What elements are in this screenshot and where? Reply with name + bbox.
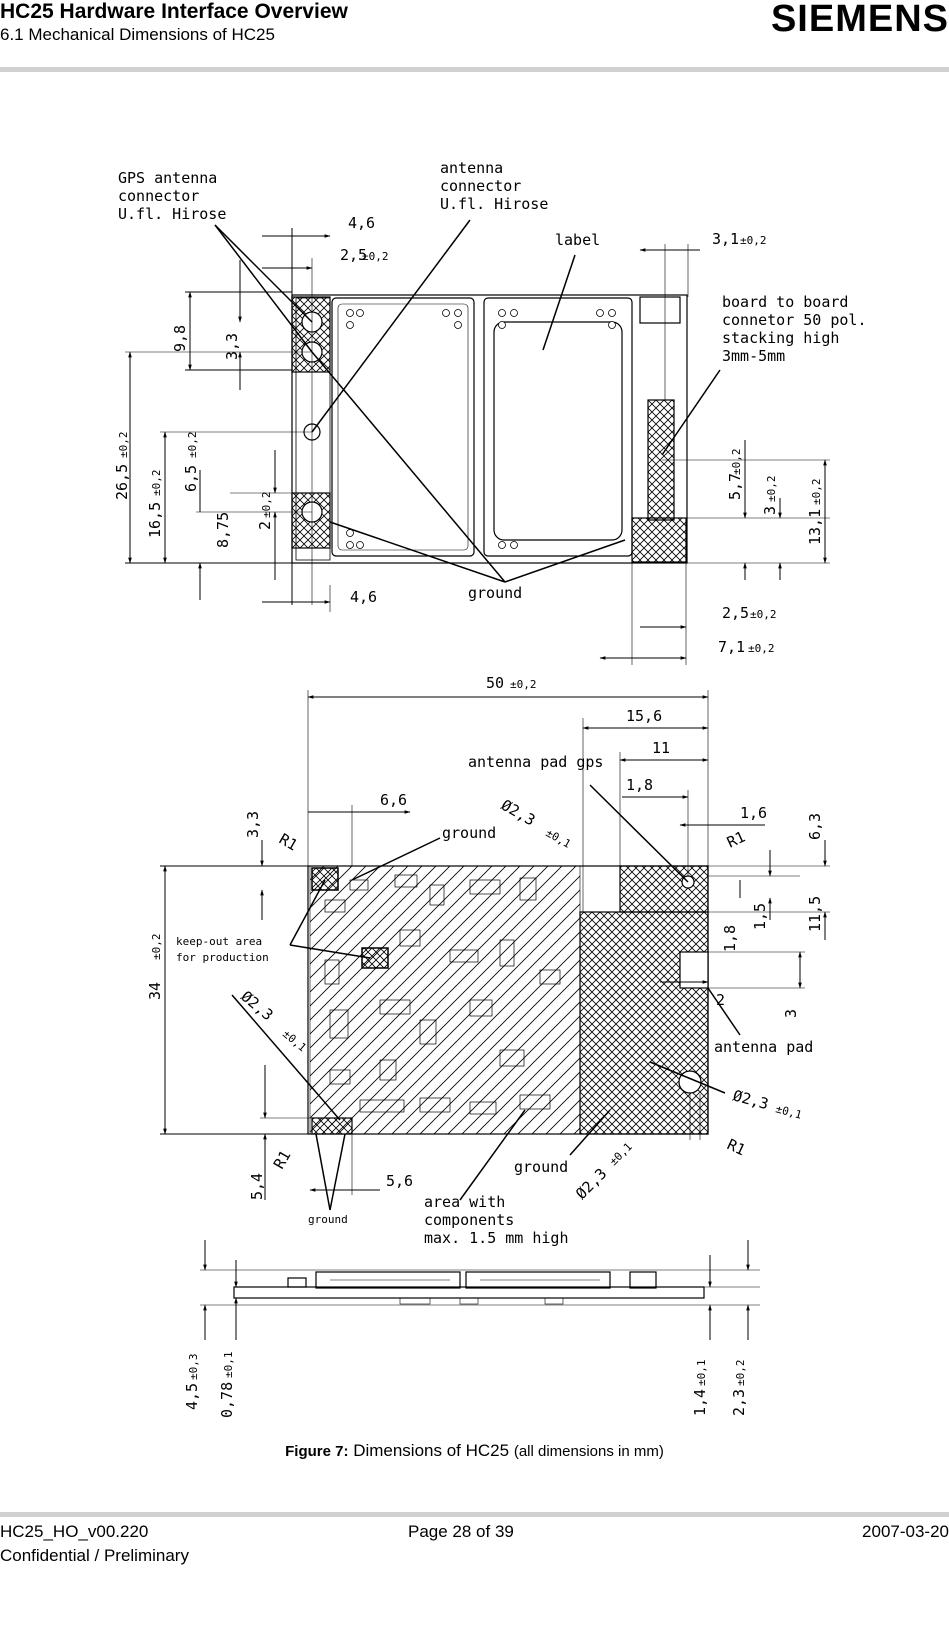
dim-3-3: 3,3 xyxy=(223,332,241,360)
doc-id: HC25_HO_v00.220 xyxy=(0,1522,149,1541)
dim-2: 2 xyxy=(256,520,274,530)
dim-16-5: 16,5 xyxy=(146,501,164,538)
top-view-text xyxy=(113,159,867,656)
dim-3: 3 xyxy=(761,505,779,515)
callout-ground-c: ground xyxy=(514,1158,569,1176)
dim-tolerance: ±0,2 xyxy=(740,234,767,247)
callout-antenna-pad: antenna pad xyxy=(714,1038,814,1056)
dim-tolerance: ±0,1 xyxy=(774,1102,804,1122)
footer-divider xyxy=(0,1512,949,1517)
dim-13-1: 13,1 xyxy=(806,508,824,545)
callout-keep-out: keep-out area xyxy=(176,935,263,948)
callout-board-connector-line2: connetor 50 pol. xyxy=(722,311,867,329)
dim-2-b: 2 xyxy=(716,991,726,1009)
radius-r1: R1 xyxy=(276,829,301,855)
dim-tolerance: ±0,2 xyxy=(117,431,130,458)
callout-board-connector: board to board xyxy=(722,293,849,311)
dim-3-3-b: 3,3 xyxy=(244,810,262,838)
dim-2-5-b: 2,5 xyxy=(722,604,750,622)
siemens-logo: SIEMENS xyxy=(770,0,949,40)
callout-label: label xyxy=(555,231,601,249)
confidentiality: Confidential / Preliminary xyxy=(0,1546,189,1565)
dim-tolerance: ±0,3 xyxy=(187,1353,200,1380)
radius-r1-c: R1 xyxy=(724,1135,749,1160)
callout-board-connector-line4: 3mm-5mm xyxy=(722,347,786,365)
dim-4-5: 4,5 xyxy=(183,1382,201,1410)
figure-note: (all dimensions in mm) xyxy=(513,1443,664,1460)
dim-6-6: 6,6 xyxy=(380,791,408,809)
page-number: Page 28 of 39 xyxy=(408,1522,514,1541)
dim-9-8: 9,8 xyxy=(171,324,189,352)
dim-11-5: 11,5 xyxy=(806,895,824,932)
dim-tolerance: ±0,2 xyxy=(150,469,163,496)
dim-tolerance: ±0,2 xyxy=(748,642,775,655)
dim-3-b: 3 xyxy=(782,1008,800,1018)
diameter-2-3: Ø2,3 xyxy=(498,795,539,830)
dim-5-6: 5,6 xyxy=(386,1172,414,1190)
callout-antenna-pad-gps: antenna pad gps xyxy=(468,753,604,771)
figure-caption xyxy=(0,1441,949,1461)
side-view xyxy=(200,1240,760,1340)
dim-tolerance: ±0,2 xyxy=(150,933,163,960)
dim-2-3: 2,3 xyxy=(730,1388,748,1416)
side-view-text xyxy=(183,1352,748,1419)
dim-tolerance: ±0,1 xyxy=(543,826,573,851)
dim-50: 50 xyxy=(486,674,505,692)
board-outline xyxy=(292,295,687,563)
dim-tolerance: ±0,1 xyxy=(695,1359,708,1386)
dim-4-6-top: 4,6 xyxy=(348,214,376,232)
keep-out-area xyxy=(312,868,338,890)
dim-1-4: 1,4 xyxy=(691,1388,709,1416)
dim-1-8: 1,8 xyxy=(626,776,654,794)
dim-15-6: 15,6 xyxy=(626,707,663,725)
dim-4-6-bottom: 4,6 xyxy=(350,588,378,606)
figure-text: Dimensions of HC25 xyxy=(353,1441,510,1460)
header-divider xyxy=(0,67,949,72)
callout-antenna-connector-line2: connector xyxy=(440,177,522,195)
dim-tolerance: ±0,2 xyxy=(730,448,743,475)
dim-5-4: 5,4 xyxy=(248,1172,266,1200)
dim-tolerance: ±0,1 xyxy=(280,1027,309,1055)
pcb-profile xyxy=(234,1287,704,1298)
dim-3-1: 3,1 xyxy=(712,230,740,248)
dim-tolerance: ±0,2 xyxy=(362,250,389,263)
doc-date: 2007-03-20 xyxy=(862,1522,949,1541)
callout-area-components: area with xyxy=(424,1193,506,1211)
callout-ground-b: ground xyxy=(442,824,497,842)
figure-label: Figure 7: xyxy=(285,1443,349,1460)
callout-board-connector-line3: stacking high xyxy=(722,329,840,347)
radius-r1: R1 xyxy=(724,827,749,852)
dim-tolerance: ±0,2 xyxy=(510,678,537,691)
dim-1-5: 1,5 xyxy=(751,902,769,930)
dim-6-5: 6,5 xyxy=(182,464,200,492)
dim-tolerance: ±0,1 xyxy=(606,1140,635,1169)
callout-ground: ground xyxy=(468,584,523,602)
callout-antenna-connector-line3: U.fl. Hirose xyxy=(440,195,549,213)
ground-area xyxy=(580,912,708,1134)
label-area xyxy=(484,298,632,556)
callout-gps-connector-line2: connector xyxy=(118,187,200,205)
dim-tolerance: ±0,1 xyxy=(222,1351,235,1378)
callout-area-components-line2: components xyxy=(424,1211,515,1229)
dim-26-5: 26,5 xyxy=(113,463,131,500)
mechanical-drawing xyxy=(0,140,949,1430)
dim-5-7: 5,7 xyxy=(726,472,744,500)
callout-area-components-line3: max. 1.5 mm high xyxy=(424,1229,569,1247)
dim-0-78: 0,78 xyxy=(218,1381,236,1418)
header-title: HC25 Hardware Interface Overview xyxy=(0,0,348,23)
diameter-2-3-c: Ø2,3 xyxy=(730,1086,771,1114)
dim-8-75: 8,75 xyxy=(214,511,232,548)
dim-1-8-v: 1,8 xyxy=(721,924,739,952)
callout-ground-d: ground xyxy=(308,1213,348,1226)
dim-2-5: 2,5 xyxy=(340,246,368,264)
callout-gps-connector: GPS antenna xyxy=(118,169,218,187)
dim-7-1: 7,1 xyxy=(718,638,746,656)
dim-tolerance: ±0,2 xyxy=(734,1359,747,1386)
dim-tolerance: ±0,2 xyxy=(186,431,199,458)
callout-keep-out-line2: for production xyxy=(176,951,269,964)
dim-6-3: 6,3 xyxy=(806,812,824,840)
radius-r1-d: R1 xyxy=(269,1147,295,1172)
callout-antenna-connector: antenna xyxy=(440,159,504,177)
dim-tolerance: ±0,2 xyxy=(750,608,777,621)
dim-tolerance: ±0,2 xyxy=(810,478,823,505)
diameter-2-3-b: Ø2,3 xyxy=(237,987,277,1025)
dim-34: 34 xyxy=(146,981,164,1000)
dim-11: 11 xyxy=(652,739,671,757)
dim-tolerance: ±0,2 xyxy=(765,475,778,502)
component-area xyxy=(310,866,580,1134)
dim-1-6: 1,6 xyxy=(740,804,768,822)
diameter-2-3-d: Ø2,3 xyxy=(572,1164,611,1203)
dim-tolerance: ±0,2 xyxy=(260,491,273,518)
section-title: 6.1 Mechanical Dimensions of HC25 xyxy=(0,25,275,44)
callout-gps-connector-line3: U.fl. Hirose xyxy=(118,205,227,223)
